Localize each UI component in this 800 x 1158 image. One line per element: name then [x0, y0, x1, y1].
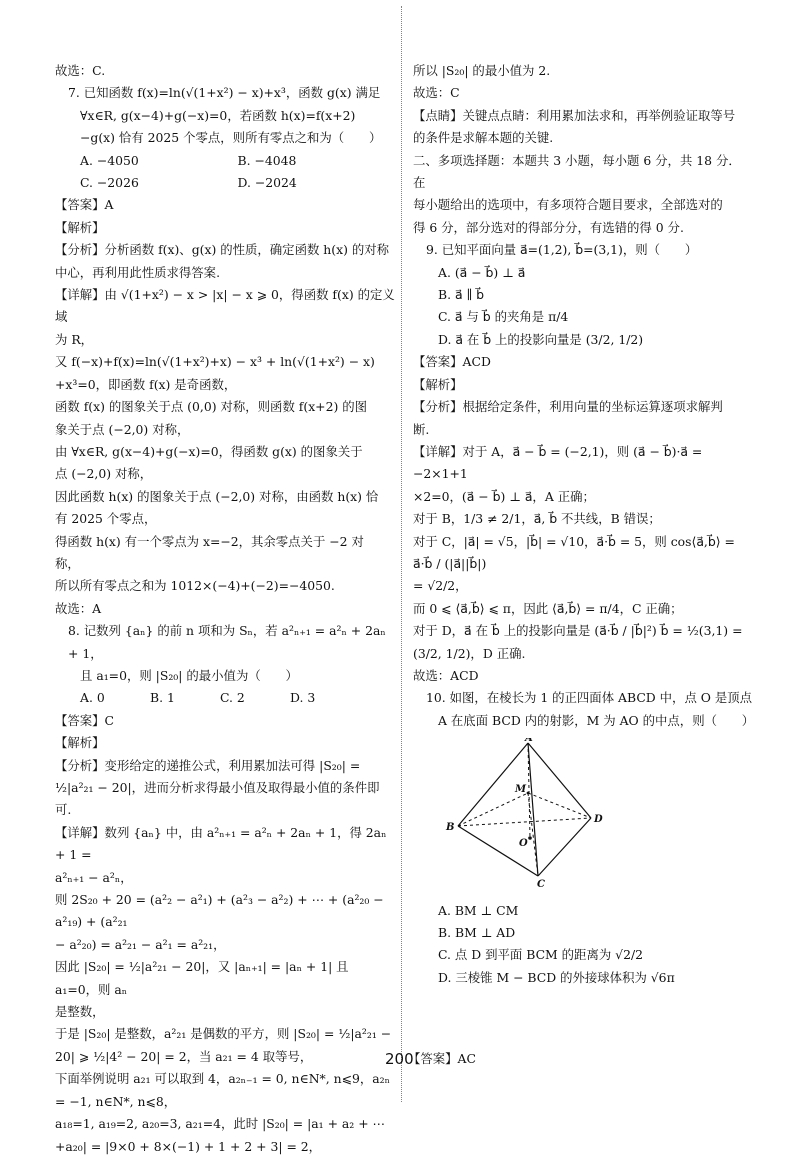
- section-heading: 二、多项选择题：本题共 3 小题，每小题 6 分，共 18 分．在: [413, 152, 741, 191]
- q7-detail: 所以所有零点之和为 1012×(−4)+(−2)=−4050.: [55, 578, 335, 594]
- q9-detail: 【详解】对于 A，a⃗ − b⃗ = (−2,1)，则 (a⃗ − b⃗)·a⃗ = −2×1+1: [413, 443, 703, 482]
- tetrahedron-figure: [443, 738, 633, 888]
- q8-option-b: B. 1: [150, 690, 175, 706]
- q9-detail: 对于 B，1/3 ≠ 2/1，a⃗, b⃗ 不共线，B 错误；: [413, 511, 661, 527]
- edge-cd: [538, 818, 591, 876]
- q7-choice: 故选：A: [55, 600, 102, 616]
- page-number: 200: [385, 1050, 414, 1068]
- edge-bc: [458, 826, 538, 876]
- label-b: B: [446, 822, 455, 834]
- q8-detail: − a²₂₀) = a²₂₁ − a²₁ = a²₂₁，: [55, 936, 226, 952]
- q8-analysis-heading: 【解析】: [55, 735, 105, 751]
- q7-detail: 又 f(−x)+f(x)=ln(√(1+x²)+x) − x³ + ln(√(1+x²) − x): [55, 354, 375, 370]
- label-o: O: [519, 838, 528, 850]
- q9-option-c: C. a⃗ 与 b⃗ 的夹角是 π/4: [438, 309, 569, 325]
- q7-analysis-heading: 【解析】: [55, 219, 105, 235]
- q8-conclusion: 所以 |S₂₀| 的最小值为 2.: [413, 63, 551, 78]
- edge-bd-hidden: [458, 818, 591, 826]
- q7-option-a: A. −4050: [80, 152, 139, 168]
- q8-detail: a²ₙ₊₁ − a²ₙ，: [55, 869, 133, 885]
- q8-answer: 【答案】C: [55, 712, 115, 728]
- q7-detail: 因此函数 h(x) 的图象关于点 (−2,0) 对称，由函数 h(x) 恰: [55, 488, 379, 504]
- q8-choice: 故选：C: [413, 85, 460, 101]
- q7-option-c: C. −2026: [80, 175, 139, 191]
- question-9: [413, 239, 753, 687]
- q10-answer: 【答案】AC: [408, 1051, 476, 1066]
- q9-detail: 而 0 ⩽ ⟨a⃗,b⃗⟩ ⩽ π，因此 ⟨a⃗,b⃗⟩ = π/4，C 正确；: [413, 600, 683, 616]
- q9-analysis: 断.: [413, 421, 430, 437]
- q9-stem: 9. 已知平面向量 a⃗=(1,2), b⃗=(3,1)，则（ ）: [426, 242, 698, 258]
- q8-options: [55, 687, 395, 709]
- section-instructions: 得 6 分，部分选对的得部分分，有选错的得 0 分.: [413, 219, 684, 235]
- q10-option-b: B. BM ⊥ AD: [438, 925, 516, 940]
- q7-options-row2: [55, 172, 395, 194]
- column-divider: [401, 6, 402, 1102]
- q10-option-c: C. 点 D 到平面 BCM 的距离为 √2/2: [438, 947, 644, 963]
- q8-detail: 则 2S₂₀ + 20 = (a²₂ − a²₁) + (a²₃ − a²₂) + ⋯ + (a²₂₀ − a²₁₉) + (a²₂₁: [55, 892, 384, 930]
- q7-detail: 得函数 h(x) 有一个零点为 x=−2，其余零点关于 −2 对: [55, 533, 364, 549]
- q9-analysis-heading: 【解析】: [413, 376, 463, 392]
- q8-detail: = −1, n∈N*, n⩽8，: [55, 1093, 177, 1109]
- q8-detail: a₁₈=1, a₁₉=2, a₂₀=3, a₂₁=4，此时 |S₂₀| = |a₁ + a₂ + ⋯: [55, 1116, 385, 1132]
- q7-detail: 【详解】由 √(1+x²) − x > |x| − x ⩾ 0，得函数 f(x) 的定义域: [55, 287, 395, 325]
- q8-analysis: 【分析】变形给定的递推公式，利用累加法可得 |S₂₀| =: [55, 757, 361, 773]
- q7-detail: 点 (−2,0) 对称，: [55, 466, 153, 482]
- q7-answer: 【答案】A: [55, 197, 114, 213]
- q7-stem-1: 7. 已知函数 f(x)=ln(√(1+x²) − x)+x³，函数 g(x) 满足: [68, 85, 381, 101]
- q9-detail: (3/2, 1/2)，D 正确.: [413, 645, 526, 661]
- label-a: A: [525, 738, 533, 745]
- q8-detail: 20| ⩾ ½|4² − 20| = 2，当 a₂₁ = 4 取等号，: [55, 1048, 313, 1064]
- q8-analysis: 可.: [55, 802, 72, 818]
- q7-detail: 称，: [55, 555, 80, 571]
- right-column: [413, 60, 753, 989]
- q10-stem-1: 10. 如图，在棱长为 1 的正四面体 ABCD 中，点 O 是顶点: [426, 690, 753, 706]
- q9-detail: = √2/2，: [413, 578, 468, 594]
- q7-detail: 象关于点 (−2,0) 对称，: [55, 421, 190, 437]
- q8-option-a: A. 0: [80, 690, 105, 706]
- q8-detail: 下面举例说明 a₂₁ 可以取到 4，a₂ₙ₋₁ = 0, n∈N*, n⩽9，a₂ₙ: [55, 1071, 390, 1087]
- q8-analysis: ½|a²₂₁ − 20|，进而分析求得最小值及取得最小值的条件即: [55, 780, 380, 795]
- q7-stem-2: ∀x∈R, g(x−4)+g(−x)=0，若函数 h(x)=f(x+2): [80, 107, 356, 123]
- q8-detail: 因此 |S₂₀| = ½|a²₂₁ − 20|，又 |aₙ₊₁| = |aₙ + 1| 且 a₁=0，则 aₙ: [55, 959, 349, 997]
- q7-analysis: 【分析】分析函数 f(x)、g(x) 的性质，确定函数 h(x) 的对称: [55, 242, 390, 258]
- point-m: [527, 792, 530, 795]
- q8-detail: 于是 |S₂₀| 是整数，a²₂₁ 是偶数的平方，则 |S₂₀| = ½|a²₂₁ −: [55, 1026, 392, 1042]
- q7-options-row1: [55, 150, 395, 172]
- label-c: C: [537, 879, 545, 889]
- q8-detail: 【详解】数列 {aₙ} 中，由 a²ₙ₊₁ = a²ₙ + 2aₙ + 1，得 2aₙ + 1 =: [55, 824, 387, 863]
- q9-detail: ×2=0，(a⃗ − b⃗) ⊥ a⃗，A 正确；: [413, 488, 595, 504]
- q9-analysis: 【分析】根据给定条件，利用向量的坐标运算逐项求解判: [413, 399, 723, 415]
- q9-answer: 【答案】ACD: [413, 354, 491, 370]
- q8-option-c: C. 2: [220, 690, 245, 706]
- question-7: [55, 82, 395, 620]
- left-column: [55, 60, 395, 1158]
- q9-option-a: A. (a⃗ − b⃗) ⊥ a⃗: [438, 264, 526, 280]
- q7-detail: +x³=0，即函数 f(x) 是奇函数，: [55, 376, 237, 392]
- answer-line: 故选：C.: [55, 63, 106, 78]
- q10-option-a: A. BM ⊥ CM: [438, 902, 519, 918]
- q7-detail: 为 R，: [55, 331, 94, 347]
- q8-detail: 是整数，: [55, 1004, 105, 1020]
- q9-detail: 对于 D，a⃗ 在 b⃗ 上的投影向量是 (a⃗·b⃗ / |b⃗|²) b⃗ = ½(3,1) =: [413, 623, 743, 639]
- q9-option-d: D. a⃗ 在 b⃗ 上的投影向量是 (3/2, 1/2): [438, 331, 644, 347]
- q8-stem-2: 且 a₁=0，则 |S₂₀| 的最小值为（ ）: [80, 667, 298, 683]
- q7-analysis: 中心，再利用此性质求得答案.: [55, 264, 221, 280]
- q9-detail: 对于 C，|a⃗| = √5，|b⃗| = √10，a⃗·b⃗ = 5，则 cos⟨a⃗,b⃗⟩ = a⃗·b⃗ / (|a⃗||b⃗|): [413, 533, 735, 571]
- q7-detail: 由 ∀x∈R, g(x−4)+g(−x)=0，得函数 g(x) 的图象关于: [55, 443, 363, 459]
- section-instructions: 每小题给出的选项中，有多项符合题目要求，全部选对的: [413, 197, 723, 213]
- q7-option-d: D. −2024: [237, 175, 297, 191]
- q9-option-b: B. a⃗ ∥ b⃗: [438, 287, 485, 303]
- q8-detail: +a₂₀| = |9×0 + 8×(−1) + 1 + 2 + 3| = 2，: [55, 1138, 322, 1154]
- question-8: [55, 620, 395, 1158]
- q7-detail: 函数 f(x) 的图象关于点 (0,0) 对称，则函数 f(x+2) 的图: [55, 399, 368, 415]
- q8-key-point: 的条件是求解本题的关键.: [413, 130, 554, 146]
- q7-stem-3: −g(x) 恰有 2025 个零点，则所有零点之和为（ ）: [80, 130, 382, 146]
- q10-option-d: D. 三棱锥 M − BCD 的外接球体积为 √6π: [438, 969, 675, 985]
- edge-ad: [528, 743, 591, 818]
- label-m: M: [515, 784, 527, 796]
- q8-stem-1: 8. 记数列 {aₙ} 的前 n 项和为 Sₙ，若 a²ₙ₊₁ = a²ₙ + 2aₙ + 1，: [68, 623, 386, 661]
- segment-bm: [458, 793, 528, 826]
- q7-detail: 有 2025 个零点，: [55, 511, 157, 527]
- point-o: [528, 836, 532, 840]
- q9-choice: 故选：ACD: [413, 667, 479, 683]
- segment-dm: [528, 793, 591, 818]
- label-d: D: [594, 814, 603, 826]
- question-10: [413, 687, 753, 989]
- q10-stem-2: A 在底面 BCD 内的射影，M 为 AO 的中点，则（ ）: [438, 712, 755, 728]
- q8-key-point: 【点睛】关键点点睛：利用累加法求和，再举例验证取等号: [413, 107, 736, 123]
- q8-option-d: D. 3: [290, 690, 316, 706]
- q7-option-b: B. −4048: [237, 152, 297, 168]
